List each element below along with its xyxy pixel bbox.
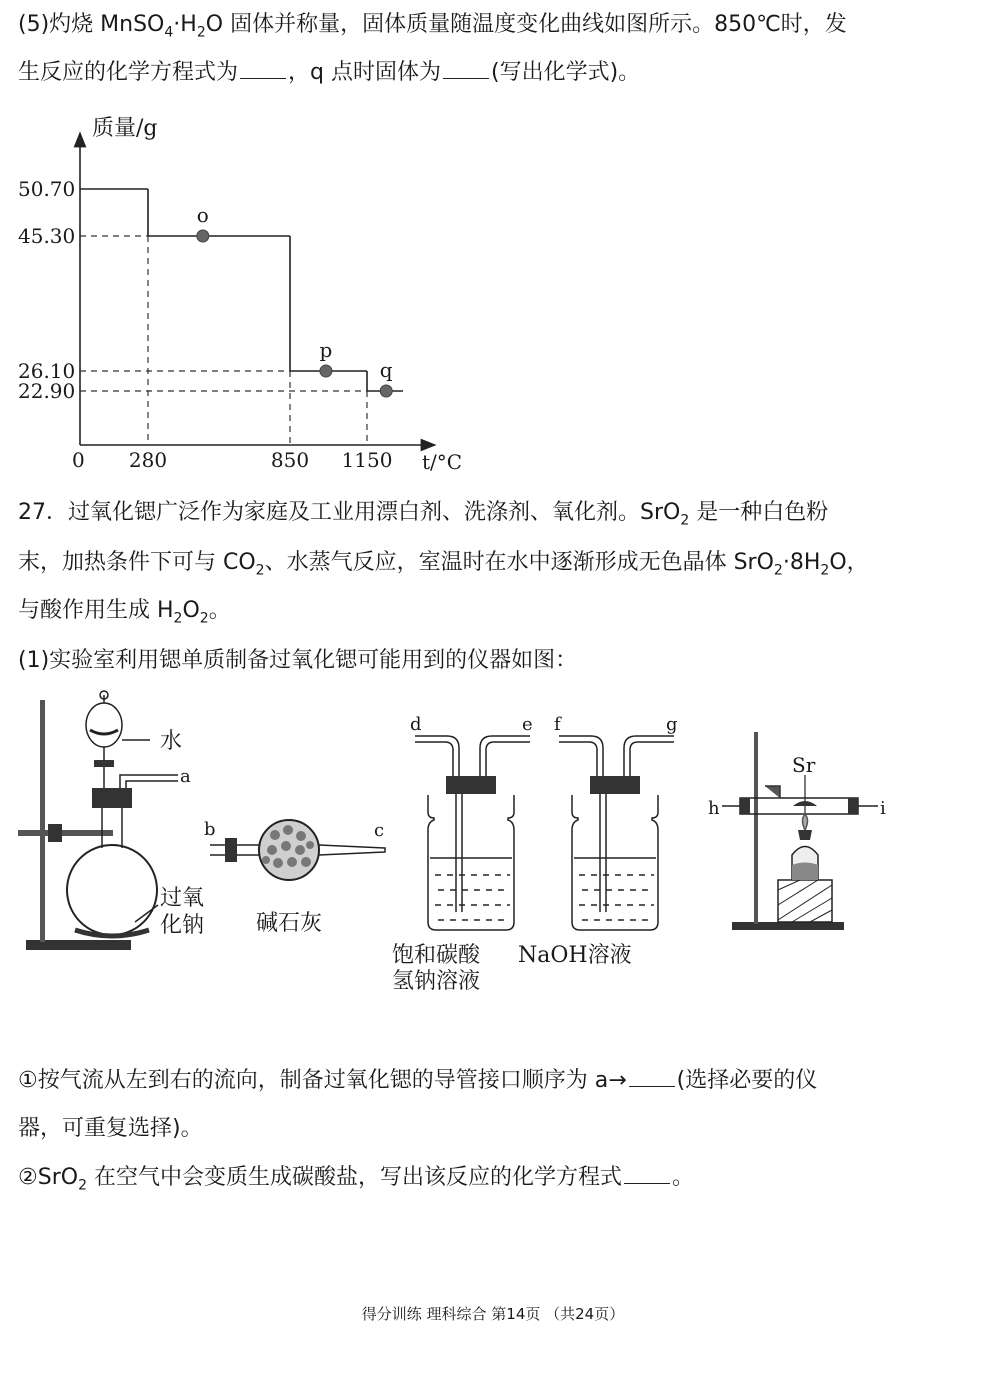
origin-label: 0	[72, 448, 85, 472]
q5-line-2: 生反应的化学方程式为 ，q 点时固体为 (写出化学式)。	[18, 60, 641, 85]
page-footer: 得分训练 理科综合 第14页 （共24页）	[361, 1305, 625, 1323]
y-tick-label: 26.10	[18, 359, 76, 383]
q27-sub1: (1)实验室利用锶单质制备过氧化锶可能用到的仪器如图：	[18, 648, 578, 673]
y-tick-label: 45.30	[18, 224, 76, 248]
q5-line-1: (5)灼烧 $MnSO_4\cdot H_2O$ 固体并称量，固体质量随温度变化曲线如图所示。850℃时，发	[18, 12, 847, 41]
data-point-q	[380, 385, 392, 397]
point-label-o: o	[196, 203, 209, 227]
label-i: i	[880, 798, 886, 819]
label-a: a	[180, 766, 191, 787]
gas-generator-apparatus	[18, 691, 178, 950]
x-axis-label: t/°C	[422, 450, 463, 474]
y-tick-label: 22.90	[18, 379, 76, 403]
label-g: g	[666, 714, 678, 735]
q27-intro-line-3: 与酸作用生成 $H_2O_2$。	[18, 598, 231, 627]
x-tick-label: 280	[128, 448, 168, 472]
q27-2-line: ②SrO$_2$ 在空气中会变质生成碳酸盐，写出该反应的化学方程式 。	[18, 1165, 694, 1194]
label-c: c	[374, 820, 385, 841]
label-soda-lime: 碱石灰	[256, 911, 323, 936]
wash-bottle-nahco3	[415, 736, 530, 930]
label-nahco3-1: 饱和碳酸	[392, 943, 481, 968]
label-sodium-peroxide-2: 化钠	[160, 913, 205, 938]
y-tick-label: 50.70	[18, 177, 76, 201]
data-point-p	[320, 365, 332, 377]
answer-blank	[240, 58, 286, 79]
point-label-p: p	[319, 338, 333, 362]
data-point-o	[197, 230, 209, 242]
label-naoh: NaOH溶液	[518, 943, 632, 968]
label-d: d	[410, 714, 422, 735]
q27-intro-line-2: 末，加热条件下可与 $CO_2$、水蒸气反应，室温时在水中逐渐形成无色晶体 $SrO_2\cdot 8H_2O$，	[18, 550, 869, 579]
label-water: 水	[160, 729, 183, 754]
x-tick-label: 850	[270, 448, 310, 472]
answer-blank	[443, 58, 489, 79]
apparatus-diagram	[10, 690, 970, 1000]
mass-temperature-chart	[10, 105, 480, 475]
answer-blank	[629, 1066, 675, 1087]
q27-intro-line-1: 27．过氧化锶广泛作为家庭及工业用漂白剂、洗涤剂、氧化剂。SrO$_2$ 是一种白色粉	[18, 500, 829, 529]
label-e: e	[522, 714, 533, 735]
label-sodium-peroxide-1: 过氧	[160, 886, 205, 911]
label-b: b	[204, 819, 216, 840]
label-f: f	[554, 714, 561, 735]
y-axis-label: 质量/g	[92, 116, 158, 141]
x-tick-label: 1150	[341, 448, 393, 472]
point-label-q: q	[379, 358, 393, 382]
q27-1-line-1: ①按气流从左到右的流向，制备过氧化锶的导管接口顺序为 a→ (选择必要的仪	[18, 1068, 818, 1093]
label-sr: Sr	[792, 753, 816, 777]
label-h: h	[708, 798, 720, 819]
label-nahco3-2: 氢钠溶液	[392, 969, 481, 994]
answer-blank	[624, 1163, 670, 1184]
wash-bottle-naoh	[559, 736, 674, 930]
drying-tube	[210, 820, 385, 880]
q27-1-line-2: 器，可重复选择)。	[18, 1116, 203, 1141]
